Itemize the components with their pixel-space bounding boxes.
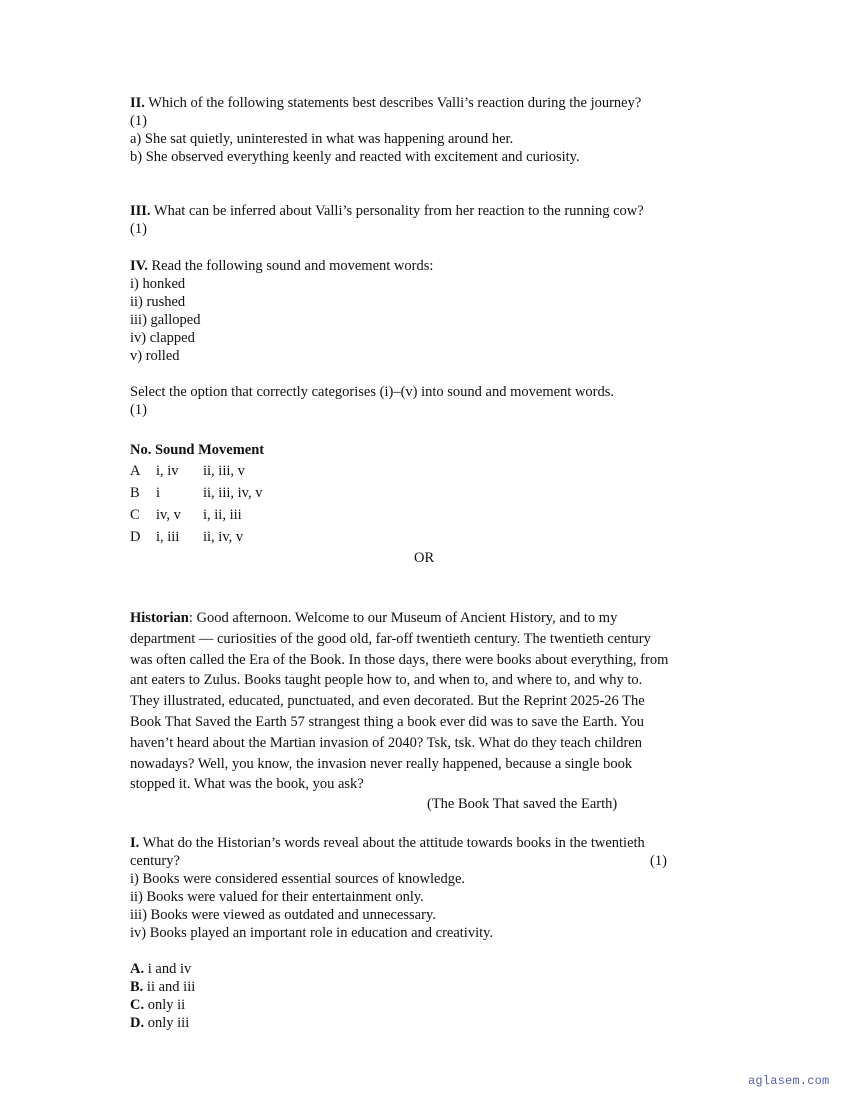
sound-cell: i, iii [156,529,180,545]
question-text: What do the Historian’s words reveal about the attitude towards books in the twentieth [139,835,645,851]
option-a: a) She sat quietly, uninterested in what was happening around her. [130,131,514,147]
word-item: iv) clapped [130,330,195,346]
row-label: C [130,507,140,523]
passage-line: ant eaters to Zulus. Books taught people how to, and when to, and where to, and why to. [130,672,643,689]
question-2-stem [130,94,641,112]
question-number: I. [130,835,140,851]
question-4-stem [130,257,433,275]
question-text: Read the following sound and movement words: [147,258,434,274]
sound-cell: i, iv [156,463,179,479]
passage-line: Book That Saved the Earth 57 strangest thing a book ever did was to save the Earth. You [130,713,644,730]
movement-cell: i, ii, iii [203,507,242,523]
question-3-stem [130,202,644,220]
answer-option-b: B. ii and iii [130,979,196,995]
word-item: i) honked [130,276,186,292]
question-1-stem [130,834,645,852]
question-number: III. [130,203,151,219]
passage-line: was often called the Era of the Book. In those days, there were books about everything, from [130,651,669,668]
table-header: No. Sound Movement [130,442,265,458]
row-label: D [130,529,141,545]
question-instruction: Select the option that correctly categorises (i)–(v) into sound and movement words. [130,384,615,400]
question-text: Which of the following statements best describes Valli’s reaction during the journey? [144,95,642,111]
statement-item: iv) Books played an important role in education and creativity. [130,925,494,941]
sound-cell: iv, v [156,507,181,523]
passage-line: Historian: Good afternoon. Welcome to our Museum of Ancient History, and to my [130,610,618,626]
statement-item: i) Books were considered essential sources of knowledge. [130,871,466,887]
question-marks: (1) [130,402,147,418]
question-number: IV. [130,258,148,274]
answer-option-c: C. only ii [130,997,186,1013]
question-text: What can be inferred about Valli’s personality from her reaction to the running cow? [150,203,644,219]
option-b: b) She observed everything keenly and reacted with excitement and curiosity. [130,149,580,165]
passage-line: haven’t heard about the Martian invasion of 2040? Tsk, tsk. What do they teach children [130,734,642,751]
speaker-name: Historian [130,610,189,626]
question-number: II. [130,95,145,111]
word-item: iii) galloped [130,312,201,328]
word-item: v) rolled [130,348,180,364]
passage-line: stopped it. What was the book, you ask? [130,776,364,793]
passage [130,608,730,795]
passage-line: nowadays? Well, you know, the invasion never really happened, because a single book [130,755,633,772]
statement-item: ii) Books were valued for their entertainment only. [130,889,424,905]
statement-item: iii) Books were viewed as outdated and unnecessary. [130,907,436,923]
question-text-continued: century? [130,853,180,869]
answer-option-d: D. only iii [130,1015,190,1031]
movement-cell: ii, iv, v [203,529,244,545]
sound-cell: i [156,485,161,501]
passage-line: They illustrated, educated, punctuated, and even decorated. But the Reprint 2025-26 The [130,693,645,710]
movement-cell: ii, iii, v [203,463,245,479]
or-separator: OR [414,550,435,566]
word-item: ii) rushed [130,294,186,310]
watermark: aglasem.com [748,1074,830,1088]
row-label: A [130,463,141,479]
question-marks: (1) [130,113,147,129]
answer-option-a: A. i and iv [130,961,192,977]
row-label: B [130,485,140,501]
question-marks: (1) [130,221,147,237]
passage-line: department — curiosities of the good old, far-off twentieth century. The twentieth century [130,630,651,647]
movement-cell: ii, iii, iv, v [203,485,263,501]
question-marks: (1) [650,853,667,869]
passage-source: (The Book That saved the Earth) [427,796,618,812]
